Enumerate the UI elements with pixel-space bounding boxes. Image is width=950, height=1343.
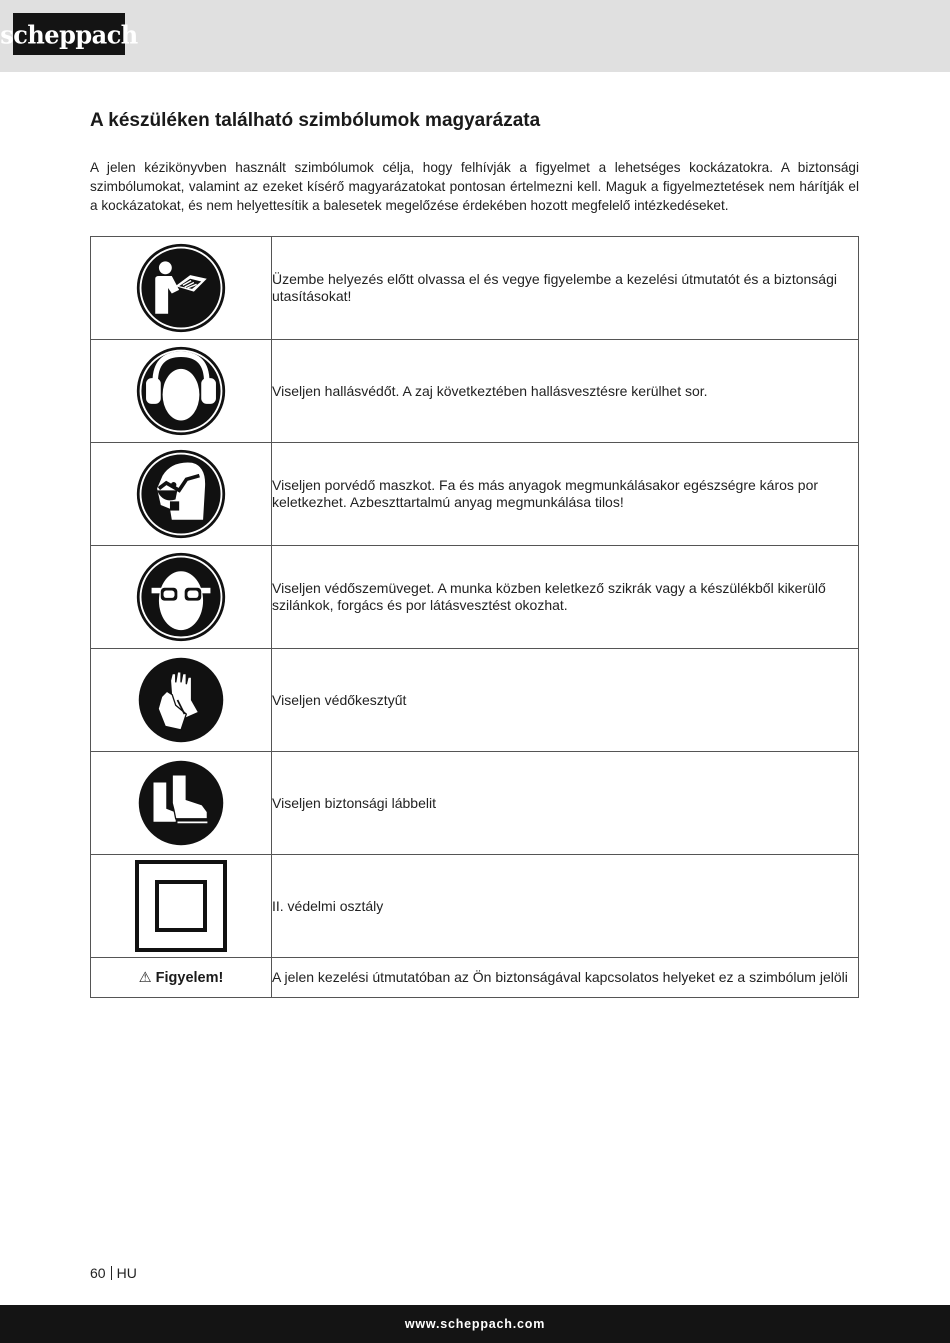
symbol-description: Viseljen porvédő maszkot. Fa és más anyagok megmunkálásakor egészségre káros por keletkezhet. Azbeszttartalmú anyag megmunkálása tilos! — [272, 443, 859, 546]
header-band — [0, 0, 950, 72]
symbols-table — [90, 236, 859, 998]
language-code: HU — [116, 1265, 137, 1281]
table-row — [91, 649, 859, 752]
website-url: www.scheppach.com — [404, 1317, 546, 1331]
attention-description: A jelen kezelési útmutatóban az Ön biztonságával kapcsolatos helyeket ez a szimbólum jelöli — [272, 958, 859, 998]
symbol-cell — [91, 340, 272, 443]
table-row — [91, 237, 859, 340]
page-title: A készüléken található szimbólumok magyarázata — [90, 110, 541, 131]
symbol-cell — [91, 855, 272, 958]
safety-boots-icon — [137, 759, 225, 847]
read-manual-icon — [135, 242, 227, 334]
symbol-description: II. védelmi osztály — [272, 855, 859, 958]
attention-cell — [91, 958, 272, 998]
intro-paragraph: A jelen kézikönyvben használt szimbólumok célja, hogy felhívják a figyelmet a lehetséges kockázatokra. A biztonsági szimbólumokat, valamint az ezeket kísérő magyarázatokat pontosan értelmezni kell. Maguk a figyelmeztetések nem hárítják el a kockázatokat, és nem helyettesítik a balesetek megelőzése érdekében hozott megfelelő intézkedéseket. — [90, 160, 859, 213]
symbol-description: Üzembe helyezés előtt olvassa el és vegye figyelembe a kezelési útmutatót és a biztonsági utasításokat! — [272, 237, 859, 340]
symbol-cell — [91, 443, 272, 546]
page-number: 60 — [90, 1265, 106, 1281]
protection-class-ii-icon — [135, 860, 227, 952]
dust-mask-icon — [135, 448, 227, 540]
footer-separator — [111, 1266, 112, 1280]
symbol-cell — [91, 237, 272, 340]
symbol-description: Viseljen biztonsági lábbelit — [272, 752, 859, 855]
symbol-description: Viseljen védőkesztyűt — [272, 649, 859, 752]
symbol-cell — [91, 546, 272, 649]
table-row — [91, 340, 859, 443]
table-row — [91, 443, 859, 546]
page-footer-label — [90, 1265, 137, 1281]
table-row — [91, 546, 859, 649]
gloves-icon — [137, 656, 225, 744]
symbol-cell — [91, 649, 272, 752]
brand-logo: scheppach — [13, 13, 125, 55]
symbol-description: Viseljen hallásvédőt. A zaj következtében hallásvesztésre kerülhet sor. — [272, 340, 859, 443]
ear-protection-icon — [135, 345, 227, 437]
table-row — [91, 752, 859, 855]
table-row — [91, 958, 859, 998]
footer-band — [0, 1305, 950, 1343]
table-row — [91, 855, 859, 958]
symbol-description: Viseljen védőszemüveget. A munka közben keletkező szikrák vagy a készülékből kikerülő szilánkok, forgács és por látásvesztést okozhat. — [272, 546, 859, 649]
symbol-cell — [91, 752, 272, 855]
attention-label — [139, 970, 224, 986]
safety-goggles-icon — [135, 551, 227, 643]
warning-triangle-icon: ⚠ — [138, 969, 152, 986]
attention-text-label: Figyelem! — [155, 969, 224, 986]
